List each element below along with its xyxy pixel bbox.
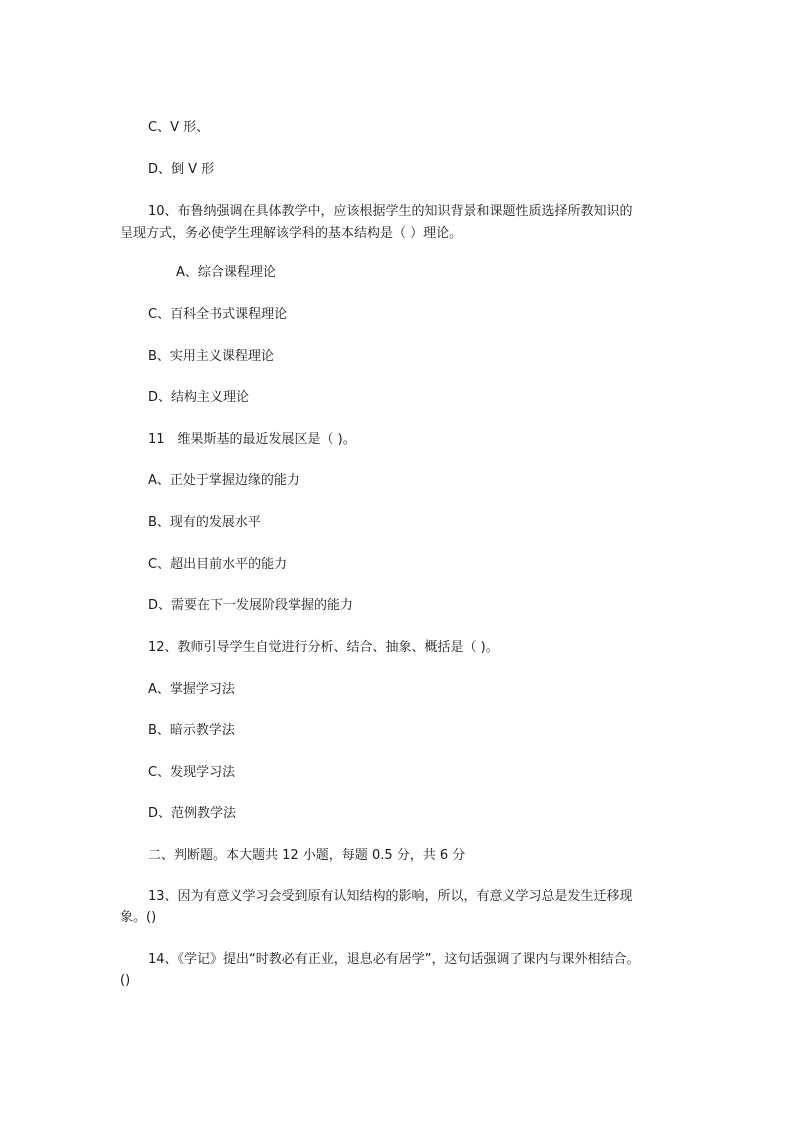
q9-option-c: C、V 形、	[148, 120, 210, 135]
q11-option-a: A、正处于掌握边缘的能力	[148, 473, 300, 488]
q11-option-b: B、现有的发展水平	[148, 515, 261, 530]
q14-question-line2: ()	[120, 973, 131, 988]
q10-option-c: C、百科全书式课程理论	[148, 307, 288, 322]
q10-option-b: B、实用主义课程理论	[148, 349, 274, 364]
q12-option-a: A、掌握学习法	[148, 682, 235, 697]
q10-option-d: D、结构主义理论	[148, 390, 250, 405]
section-heading-judgment: 二、判断题。本大题共 12 小题，每题 0.5 分，共 6 分	[148, 848, 466, 863]
q11-option-c: C、超出目前水平的能力	[148, 557, 288, 572]
q10-question-line1: 10、布鲁纳强调在具体教学中，应该根据学生的知识背景和课题性质选择所教知识的	[148, 204, 633, 219]
q10-option-a: A、综合课程理论	[176, 265, 276, 280]
q13-question-line2: 象。()	[120, 910, 157, 925]
q12-option-d: D、范例教学法	[148, 806, 237, 821]
q14-question-line1: 14、《学记》提出“时教必有正业，退息必有居学”，这句话强调了课内与课外相结合。	[148, 952, 640, 967]
q10-question-line2: 呈现方式，务必使学生理解该学科的基本结构是（ ）理论。	[120, 226, 463, 241]
q12-question: 12、教师引导学生自觉进行分析、结合、抽象、概括是（ )。	[148, 640, 499, 655]
q11-option-d: D、需要在下一发展阶段掌握的能力	[148, 598, 354, 613]
q12-option-c: C、发现学习法	[148, 765, 236, 780]
q9-option-d: D、倒 V 形	[148, 162, 215, 177]
q12-option-b: B、暗示教学法	[148, 723, 235, 738]
q11-question: 11 维果斯基的最近发展区是（ )。	[148, 432, 356, 447]
q13-question-line1: 13、因为有意义学习会受到原有认知结构的影响，所以，有意义学习总是发生迁移现	[148, 889, 633, 904]
